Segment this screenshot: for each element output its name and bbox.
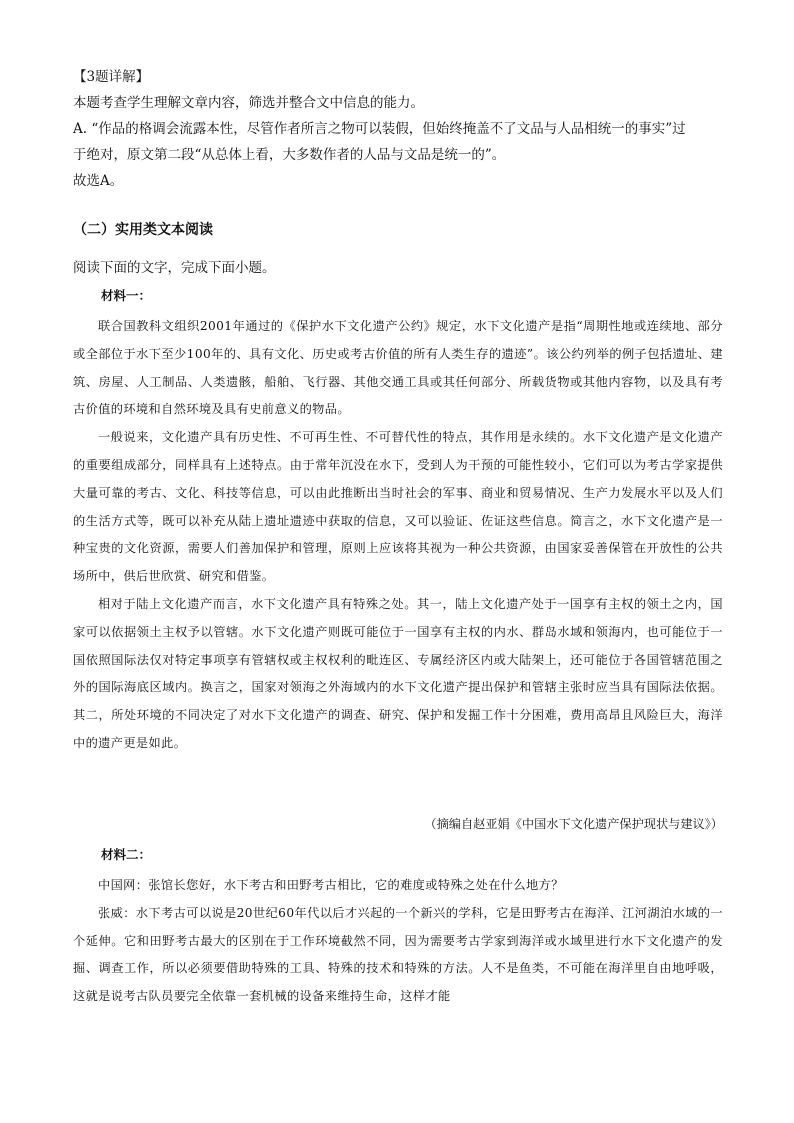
material1-label: 材料一： [101, 288, 152, 303]
material2-label: 材料二： [101, 847, 152, 862]
section-title: （二）实用类文本阅读 [73, 222, 213, 238]
reading-instruction: 阅读下面的文字，完成下面小题。 [73, 260, 276, 276]
material2-paragraph: 张威：水下考古可以说是20世纪60年代以后才兴起的一个新兴的学科，它是田野考古在海洋、江河湖泊水域的一个延伸。它和田野考古最大的区别在于工作环境截然不同，因为需要考古学家到海洋或水域里进行水下文化遗产的发掘、调查工作，所以必须要借助特殊的工具、特殊的技术和特殊的方法。人不是鱼类，不可能在海洋里自由地呼吸，这就是说考古队员要完全依靠一套机械的设备来维持生命，这样才能 [73, 905, 723, 1004]
material1-paragraph: 相对于陆上文化遗产而言，水下文化遗产具有特殊之处。其一，陆上文化遗产处于一国享有主权的领土之内，国家可以依据领土主权予以管辖。水下文化遗产则既可能位于一国享有主权的内水、群岛水域和领海内，也可能位于一国依照国际法仅对特定事项享有管辖权或主权权利的毗连区、专属经济区内或大陆架上，还可能位于各国管辖范围之外的国际海底区域内。换言之，国家对领海之外海域内的水下文化遗产提出保护和管辖主张时应当具有国际法依据。其二，所处环境的不同决定了对水下文化遗产的调查、研究、保护和发掘工作十分困难，费用高昂且风险巨大，海洋中的遗产更是如此。 [73, 596, 723, 750]
answer-heading: 【3题详解】 [73, 69, 150, 85]
material2-body [73, 872, 723, 1011]
material1-body [73, 313, 723, 758]
answer-option-a-line1: A. “作品的格调会流露本性，尽管作者所言之物可以装假，但始终掩盖不了文品与人品相统一的事实”过 [73, 121, 686, 137]
answer-explanation [73, 64, 723, 194]
answer-option-a-line2: 于绝对，原文第二段“从总体上看，大多数作者的人品与文品是统一的”。 [73, 147, 506, 163]
answer-conclusion: 故选A。 [73, 173, 124, 189]
material1-paragraph: 联合国教科文组织2001年通过的《保护水下文化遗产公约》规定，水下文化遗产是指“周期性地或连续地、部分或全部位于水下至少100年的、具有文化、历史或考古价值的所有人类生存的遗迹”。该公约列举的例子包括遗址、建筑、房屋、人工制品、人类遗骸，船舶、飞行器、其他交通工具或其任何部分、所载货物或其他内容物，以及具有考古价值的环境和自然环境及具有史前意义的物品。 [73, 319, 723, 417]
material1-source: （摘编自赵亚娟《中国水下文化遗产保护现状与建议》） [424, 817, 723, 831]
answer-intro: 本题考查学生理解文章内容，筛选并整合文中信息的能力。 [73, 95, 424, 111]
material1-paragraph: 一般说来，文化遗产具有历史性、不可再生性、不可替代性的特点，其作用是永续的。水下文化遗产是文化遗产的重要组成部分，同样具有上述特点。由于常年沉没在水下，受到人为干预的可能性较小，它们可以为考古学家提供大量可靠的考古、文化、科技等信息，可以由此推断出当时社会的军事、商业和贸易情况、生产力发展水平以及人们的生活方式等，既可以补充从陆上遗址遗迹中获取的信息，又可以验证、佐证这些信息。简言之，水下文化遗产是一种宝贵的文化资源，需要人们善加保护和管理，原则上应该将其视为一种公共资源，由国家妥善保管在开放性的公共场所中，供后世欣赏、研究和借鉴。 [73, 430, 723, 584]
material2-paragraph: 中国网：张馆长您好，水下考古和田野考古相比，它的难度或特殊之处在什么地方？ [98, 878, 564, 892]
